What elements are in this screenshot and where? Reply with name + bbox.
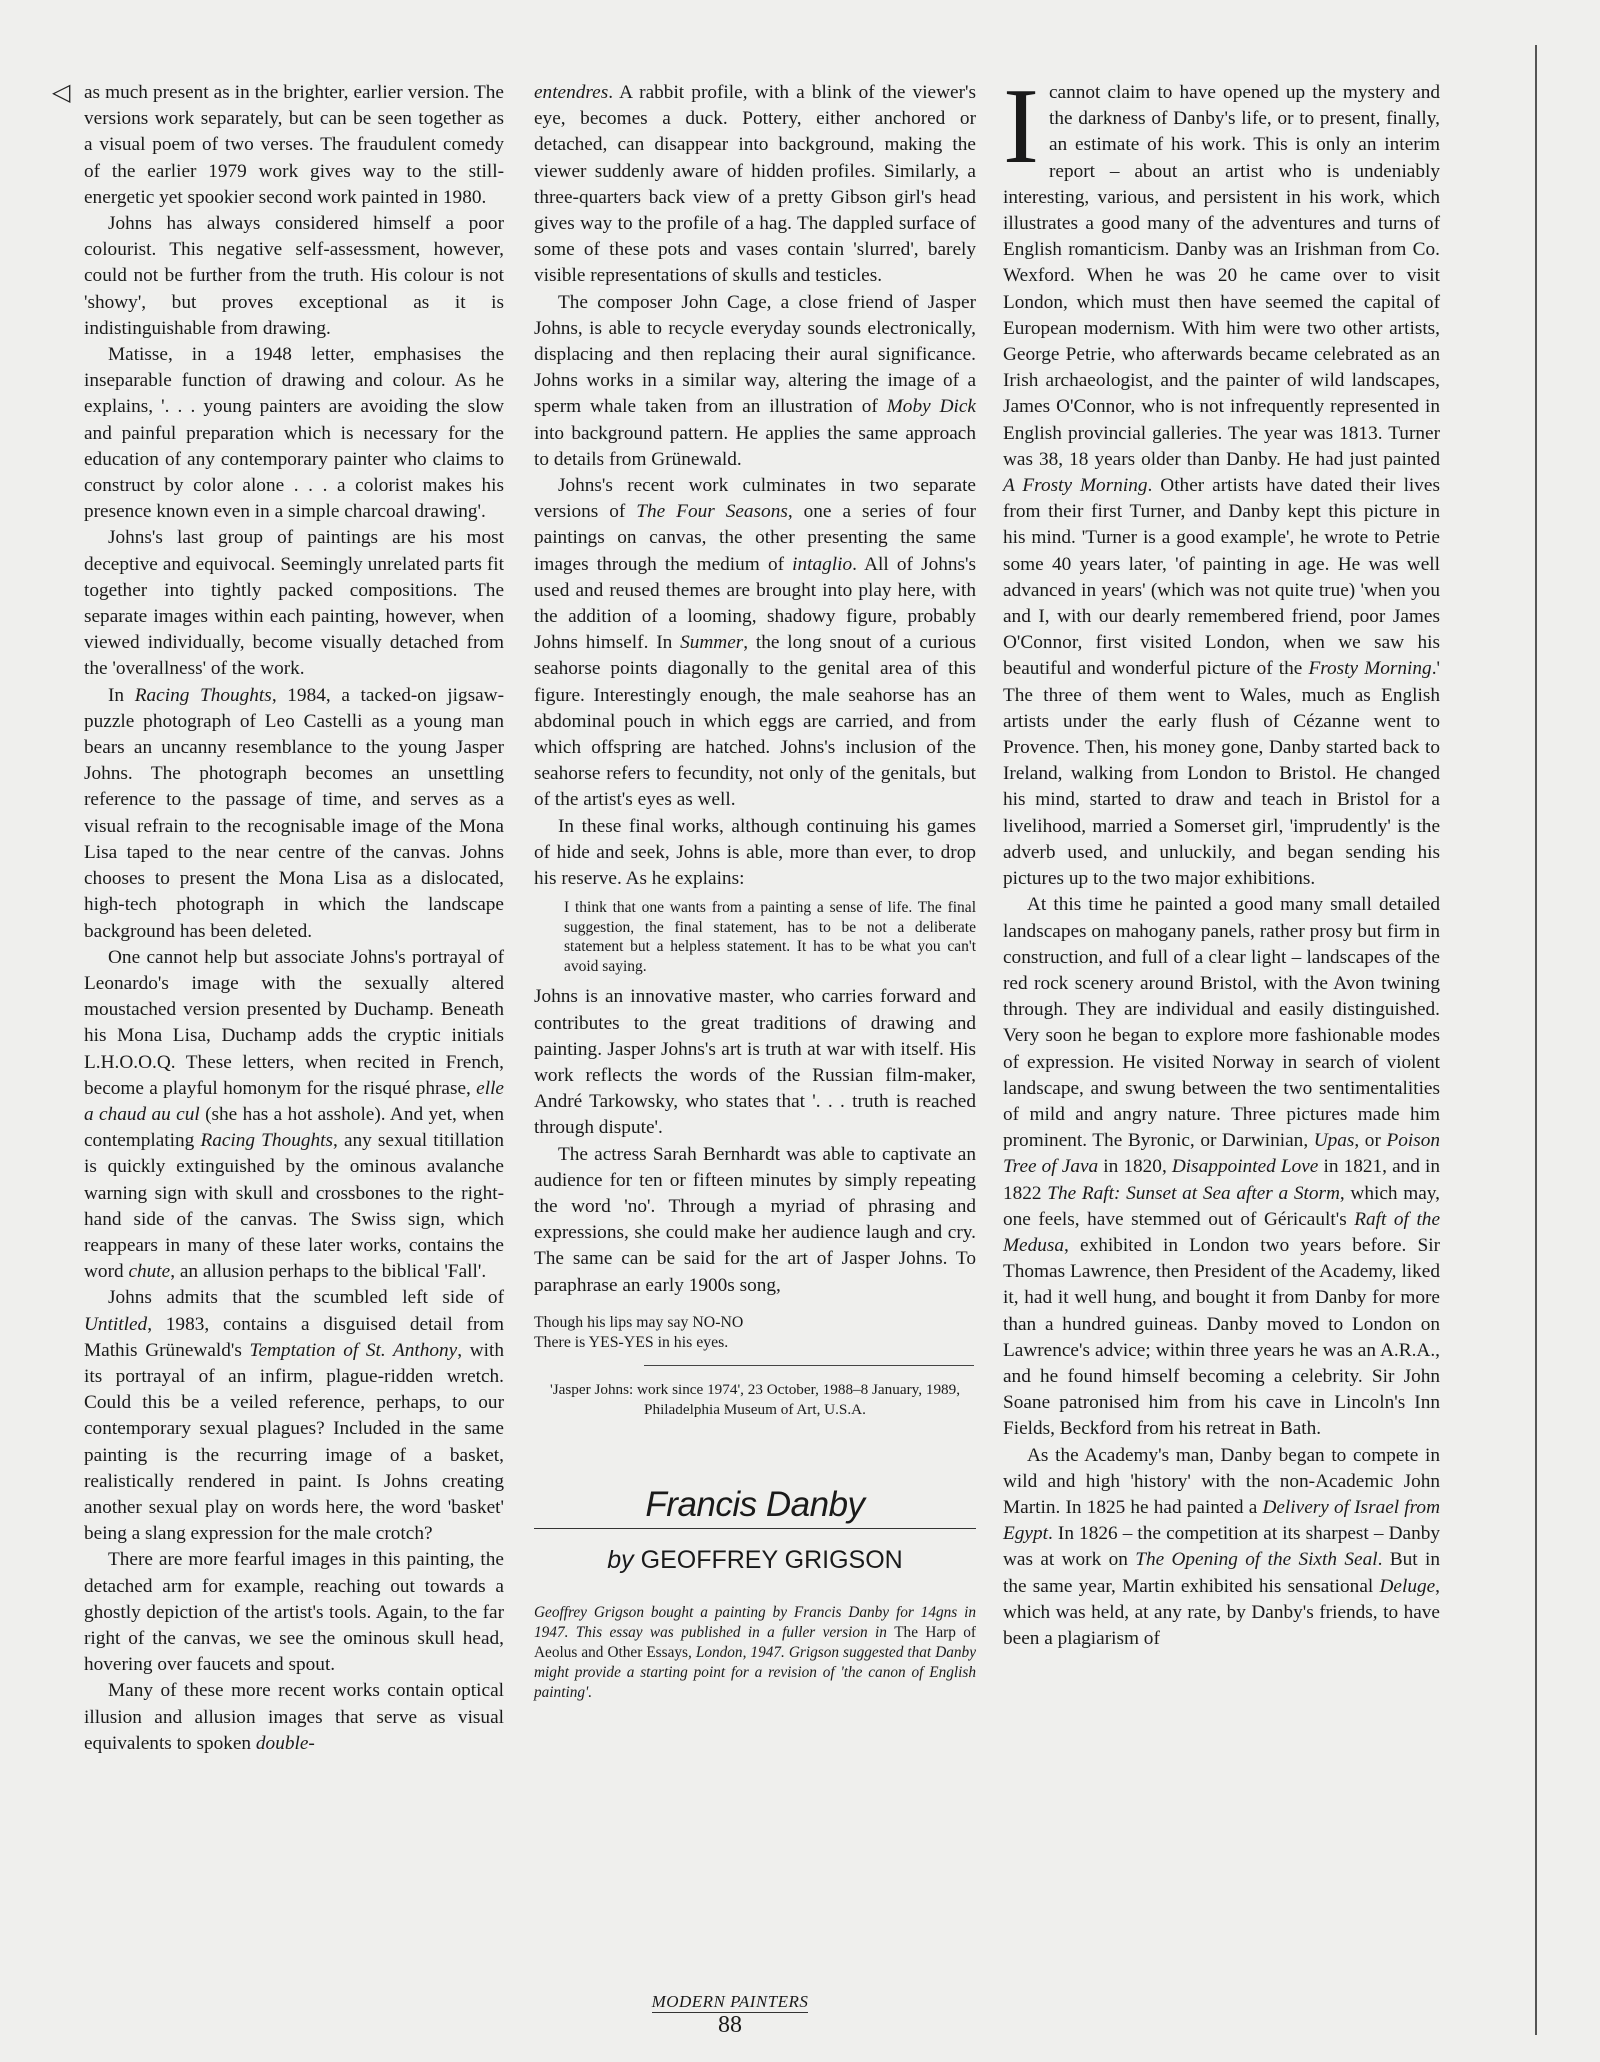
artwork-title: Racing Thoughts [200,1130,333,1152]
book-title: The Harp of Aeolus and Other Essays [534,1624,976,1662]
text-run: Many of these more recent works contain optical illusion and allusion images that serve as visual equivalents to spoken [84,1680,504,1754]
column-2 [534,80,976,1703]
artwork-title: The Opening of the Sixth Seal [1135,1549,1378,1571]
artwork-title: Frosty Morning [1308,658,1432,680]
text-run: Johns admits that the scumbled left side of [108,1287,504,1309]
artwork-title: The Four Seasons [636,501,788,523]
byline-author: GEOFFREY GRIGSON [640,1545,903,1574]
magazine-name-text: MODERN PAINTERS [651,1992,809,2011]
page-number: 88 [718,2012,742,2038]
text-run: , 1984, a tacked-on jigsaw-puzzle photograph of Leo Castelli as a young man bears an uncanny resemblance to the young Jasper Johns. The photograph becomes an unsettling reference to the passage of time, and serves as a visual refrain to the recognisable image of the Mona Lisa taped to the near centre of the canvas. Johns chooses to present the Mona Lisa as a dislocated, high-tech photograph in which the landscape background has been deleted. [84,684,504,942]
col1-paragraph: Johns has always considered himself a poor colourist. This negative self-assessment, however, could not be further from the truth. His colour is not 'showy', but proves exceptional as it is indistinguishable from drawing. [84,213,504,339]
article-title: Francis Danby [645,1484,865,1524]
word-italic: chute [128,1261,171,1283]
divider [644,1365,974,1366]
text-run: Johns's recent work culminates in two separate versions of [534,475,976,523]
column-3 [1003,67,1441,1652]
col1-paragraph: Matisse, in a 1948 letter, emphasises the inseparable function of drawing and colour. As he explains, '. . . young painters are avoiding the slow and painful preparation which is necessary for the education of any contemporary painter who claims to construct by color alone . . . a colorist makes his presence known even in a simple charcoal drawing'. [84,344,504,523]
text-run: One cannot help but associate Johns's portrayal of Leonardo's image with the sexually altered moustached version presented by Duchamp. Beneath his Mona Lisa, Duchamp adds the cryptic initials L.H.O.O.Q. These letters, when recited in French, become a playful homonym for the risqué phrase, [84,946,504,1099]
text-run: cannot claim to have opened up the mystery and the darkness of Danby's life, or to present, finally, an estimate of his work. This is only an interim report – about an artist who is undeniably interesting, various, and persistent in his work, which illustrates a good many of the adventures and turns of English romanticism. Danby was an Irishman from Co. Wexford. When he was 20 he came over to visit London, which must then have seemed the capital of European modernism. With him were two other artists, George Petrie, who afterwards became celebrated as an Irish archaeologist, and the painter of wild landscapes, James O'Connor, who is not infrequently represented in English provincial galleries. The year was 1813. Turner was 38, 18 years older than Danby. He had just painted [1003,82,1440,470]
artwork-title: Raft of the Medusa [1003,1208,1441,1256]
artwork-title: A Frosty Morning [1003,475,1148,497]
byline [534,1547,976,1573]
article-intro [534,1603,976,1703]
col3-paragraph [1003,67,1440,892]
text-run: . But in the same year, Martin exhibited his sensational [1003,1549,1440,1597]
artwork-title: The Raft: Sunset at Sea after a Storm [1047,1182,1340,1204]
drop-cap: I [1003,67,1039,186]
word-italic: double- [255,1732,315,1754]
artwork-title: Deluge [1379,1575,1436,1597]
text-run: . A rabbit profile, with a blink of the viewer's eye, becomes a duck. Pottery, either anchored or detached, can disappear into background, making the viewer suddenly aware of hidden profiles. Similarly, a three-quarters back view of a pretty Gibson girl's head gives way to the profile of a hag. The dappled surface of some of these pots and vases contain 'slurred', barely visible representations of skulls and testicles. [534,82,976,287]
col3-paragraph [1003,892,1440,1442]
col1-paragraph [84,945,504,1286]
block-quote: I think that one wants from a painting a sense of life. The final suggestion, the final statement, has to be not a deliberate statement but a helpless statement. It has to be what you can't avoid saying. [564,899,976,975]
text-run: (she has a hot asshole). And yet, when contemplating [84,1103,504,1152]
artwork-title: Disappointed Love [1171,1156,1319,1178]
text-run: , with its portrayal of an infirm, plague-ridden wretch. Could this be a veiled reference, perhaps, to our contemporary sexual plagues? Included in the same painting is the recurring image of a basket, realistically rendered in paint. Is Johns creating another sexual play on words here, the word 'basket' being a slang expression for the male crotch? [84,1339,504,1545]
magazine-name [0,1992,1460,2012]
text-run: , exhibited in London two years before. Sir Thomas Lawrence, then President of the Academy, liked it, had it well hung, and bought it from Danby for more than a hundred guineas. Danby moved to London on Lawrence's advice; within three years he was an A.R.A., and he found himself becoming a celebrity. Sir John Soane patronised him from his cave in Lincoln's Inn Fields, Beckford from his retreat in Bath. [1003,1234,1440,1440]
text-run: . Other artists have dated their lives from their first Turner, and Danby kept this picture in his mind. 'Turner is a good example', he wrote to Petrie some 40 years later, 'of painting in age. He was well advanced in years' (which was not quite true) 'when you and I, with our dearly remembered friend, poor James O'Connor, first visited London, when we saw his beautiful and wonderful picture of the [1003,475,1440,680]
text-run: in 1821, and in 1822 [1003,1156,1441,1204]
col1-paragraph [84,1285,504,1547]
col1-paragraph [84,683,504,945]
word-italic: entendres [534,82,609,103]
artwork-title: Upas [1313,1130,1355,1152]
col1-paragraph: as much present as in the brighter, earlier version. The versions work separately, but can be seen together as a visual poem of two verses. The fraudulent comedy of the earlier 1979 work gives way to the still-energetic yet spookier second work painted in 1980. [84,82,504,208]
book-title: Moby Dick [886,396,976,418]
text-run: , the long snout of a curious seahorse points diagonally to the genital area of this figure. Interestingly enough, the male seahorse has an abdominal pouch in which eggs are carried, and from which offspring are hatched. Johns's inclusion of the seahorse refers to fecundity, not only of the genitals, but of the artist's eyes as well. [534,632,976,811]
text-run: , one a series of four paintings on canvas, the other presenting the same images through the medium of [534,501,977,575]
text-run: In [108,684,135,706]
artwork-title: Poison Tree of Java [1003,1130,1440,1178]
text-run: At this time he painted a good many small detailed landscapes on mahogany panels, rather prosy but firm in construction, and full of a clear light – landscapes of the red rock scenery around Bristol, with the Avon twining through. They are individual and easily distinguished. Very soon he began to explore more fashionable modes of expression. He visited Norway in search of violent landscape, and swung between the two sentimentalities of mild and angry nature. Three pictures made him prominent. The Byronic, or Darwinian, [1003,894,1440,1152]
text-run: , London, 1947. Grigson suggested that Danby might provide a starting point for a revision of 'the canon of English painting'. [534,1644,976,1702]
artwork-title: Temptation of St. Anthony [249,1339,458,1361]
left-triangle-marker-icon: ◁ [52,80,71,106]
col1-paragraph [84,1678,504,1757]
col1-paragraph: There are more fearful images in this painting, the detached arm for example, reaching out towards a ghostly depiction of the artist's tools. Again, to the far right of the canvas, we see the ominous skull head, hovering over faucets and spout. [84,1549,504,1676]
artwork-title: Delivery of Israel from Egypt [1003,1496,1440,1545]
col3-paragraph [1003,1443,1440,1653]
col2-paragraph: The actress Sarah Bernhardt was able to captivate an audience for ten or fifteen minutes by simply repeating the word 'no'. Through a myriad of phrasing and expressions, she could make her audience laugh and cry. The same can be said for the art of Jasper Johns. To paraphrase an early 1900s song, [534,1143,976,1296]
col2-paragraph: In these final works, although continuing his games of hide and seek, Johns is able, more than ever, to drop his reserve. As he explains: [534,815,976,890]
song-quote [534,1313,976,1353]
song-line: Though his lips may say NO-NO [534,1313,744,1331]
artwork-title: Racing Thoughts [134,684,272,706]
phrase-italic: elle a chaud au cul [84,1077,504,1125]
col2-paragraph: Johns is an innovative master, who carries forward and contributes to the great traditions of drawing and painting. Jasper Johns's art is truth at war with itself. His work reflects the words of the Russian film-maker, André Tarkowsky, who states that '. . . truth is reached through dispute'. [534,986,976,1139]
text-run: The composer John Cage, a close friend of Jasper Johns, is able to recycle everyday sounds electronically, displacing and then replacing their aural significance. Johns works in a similar way, altering the image of a sperm whale taken from an illustration of [534,291,976,418]
title-divider [534,1528,976,1529]
text-run: , or [1354,1130,1387,1152]
text-run: . In 1826 – the competition at its sharpest – Danby was at work on [1003,1523,1440,1571]
text-run: , which may, one feels, have stemmed out of Géricault's [1003,1182,1440,1230]
text-run: , an allusion perhaps to the biblical 'Fall'. [170,1261,487,1283]
col2-paragraph [534,290,976,473]
col1-paragraph: Johns's last group of paintings are his most deceptive and equivocal. Seemingly unrelated parts fit together into tightly packed compositions. The separate images within each painting, however, when viewed individually, become visually detached from the 'overallness' of the work. [84,527,504,680]
byline-by: by [607,1545,634,1574]
text-run: , 1983, contains a disguised detail from Mathis Grünewald's [84,1313,504,1361]
text-run: , which was held, at any rate, by Danby's friends, to have been a plagiarism of [1003,1575,1440,1649]
page-edge-line [1535,45,1537,2035]
col2-paragraph [534,80,976,290]
column-1 [84,80,504,1757]
text-run: . All of Johns's used and reused themes are brought into play here, with the addition of a looming, shadowy figure, probably Johns himself. In [534,553,976,654]
col2-paragraph [534,473,976,814]
exhibition-note: 'Jasper Johns: work since 1974', 23 October, 1988–8 January, 1989, Philadelphia Museum of Art, U.S.A. [549,1380,961,1418]
text-run: , any sexual titillation is quickly extinguished by the ominous avalanche warning sign with skull and crossbones to the right-hand side of the canvas. The Swiss sign, which reappears in many of these later works, contains the word [84,1130,504,1283]
song-line: There is YES-YES in his eyes. [534,1333,729,1351]
artwork-title: Untitled [84,1313,148,1335]
text-run: .' The three of them went to Wales, much as English artists under the early flush of Cézanne went to Provence. Then, his money gone, Danby started back to Ireland, walking from London to Bristol. He changed his mind, started to draw and teach in Bristol for a livelihood, married a Somerset girl, 'imprudently' is the adverb used, and unluckily, and began sending his pictures up to the two major exhibitions. [1003,658,1440,890]
word-italic: intaglio [792,553,853,575]
text-run: Geoffrey Grigson bought a painting by Francis Danby for 14gns in 1947. This essay was published in a fuller version in [534,1604,976,1642]
text-run: in 1820, [1098,1156,1172,1178]
artwork-title: Summer [680,632,744,654]
text-run: into background pattern. He applies the same approach to details from Grünewald. [534,422,976,470]
text-run: As the Academy's man, Danby began to compete in wild and high 'history' with the non-Academic John Martin. In 1825 he had painted a [1003,1444,1440,1518]
